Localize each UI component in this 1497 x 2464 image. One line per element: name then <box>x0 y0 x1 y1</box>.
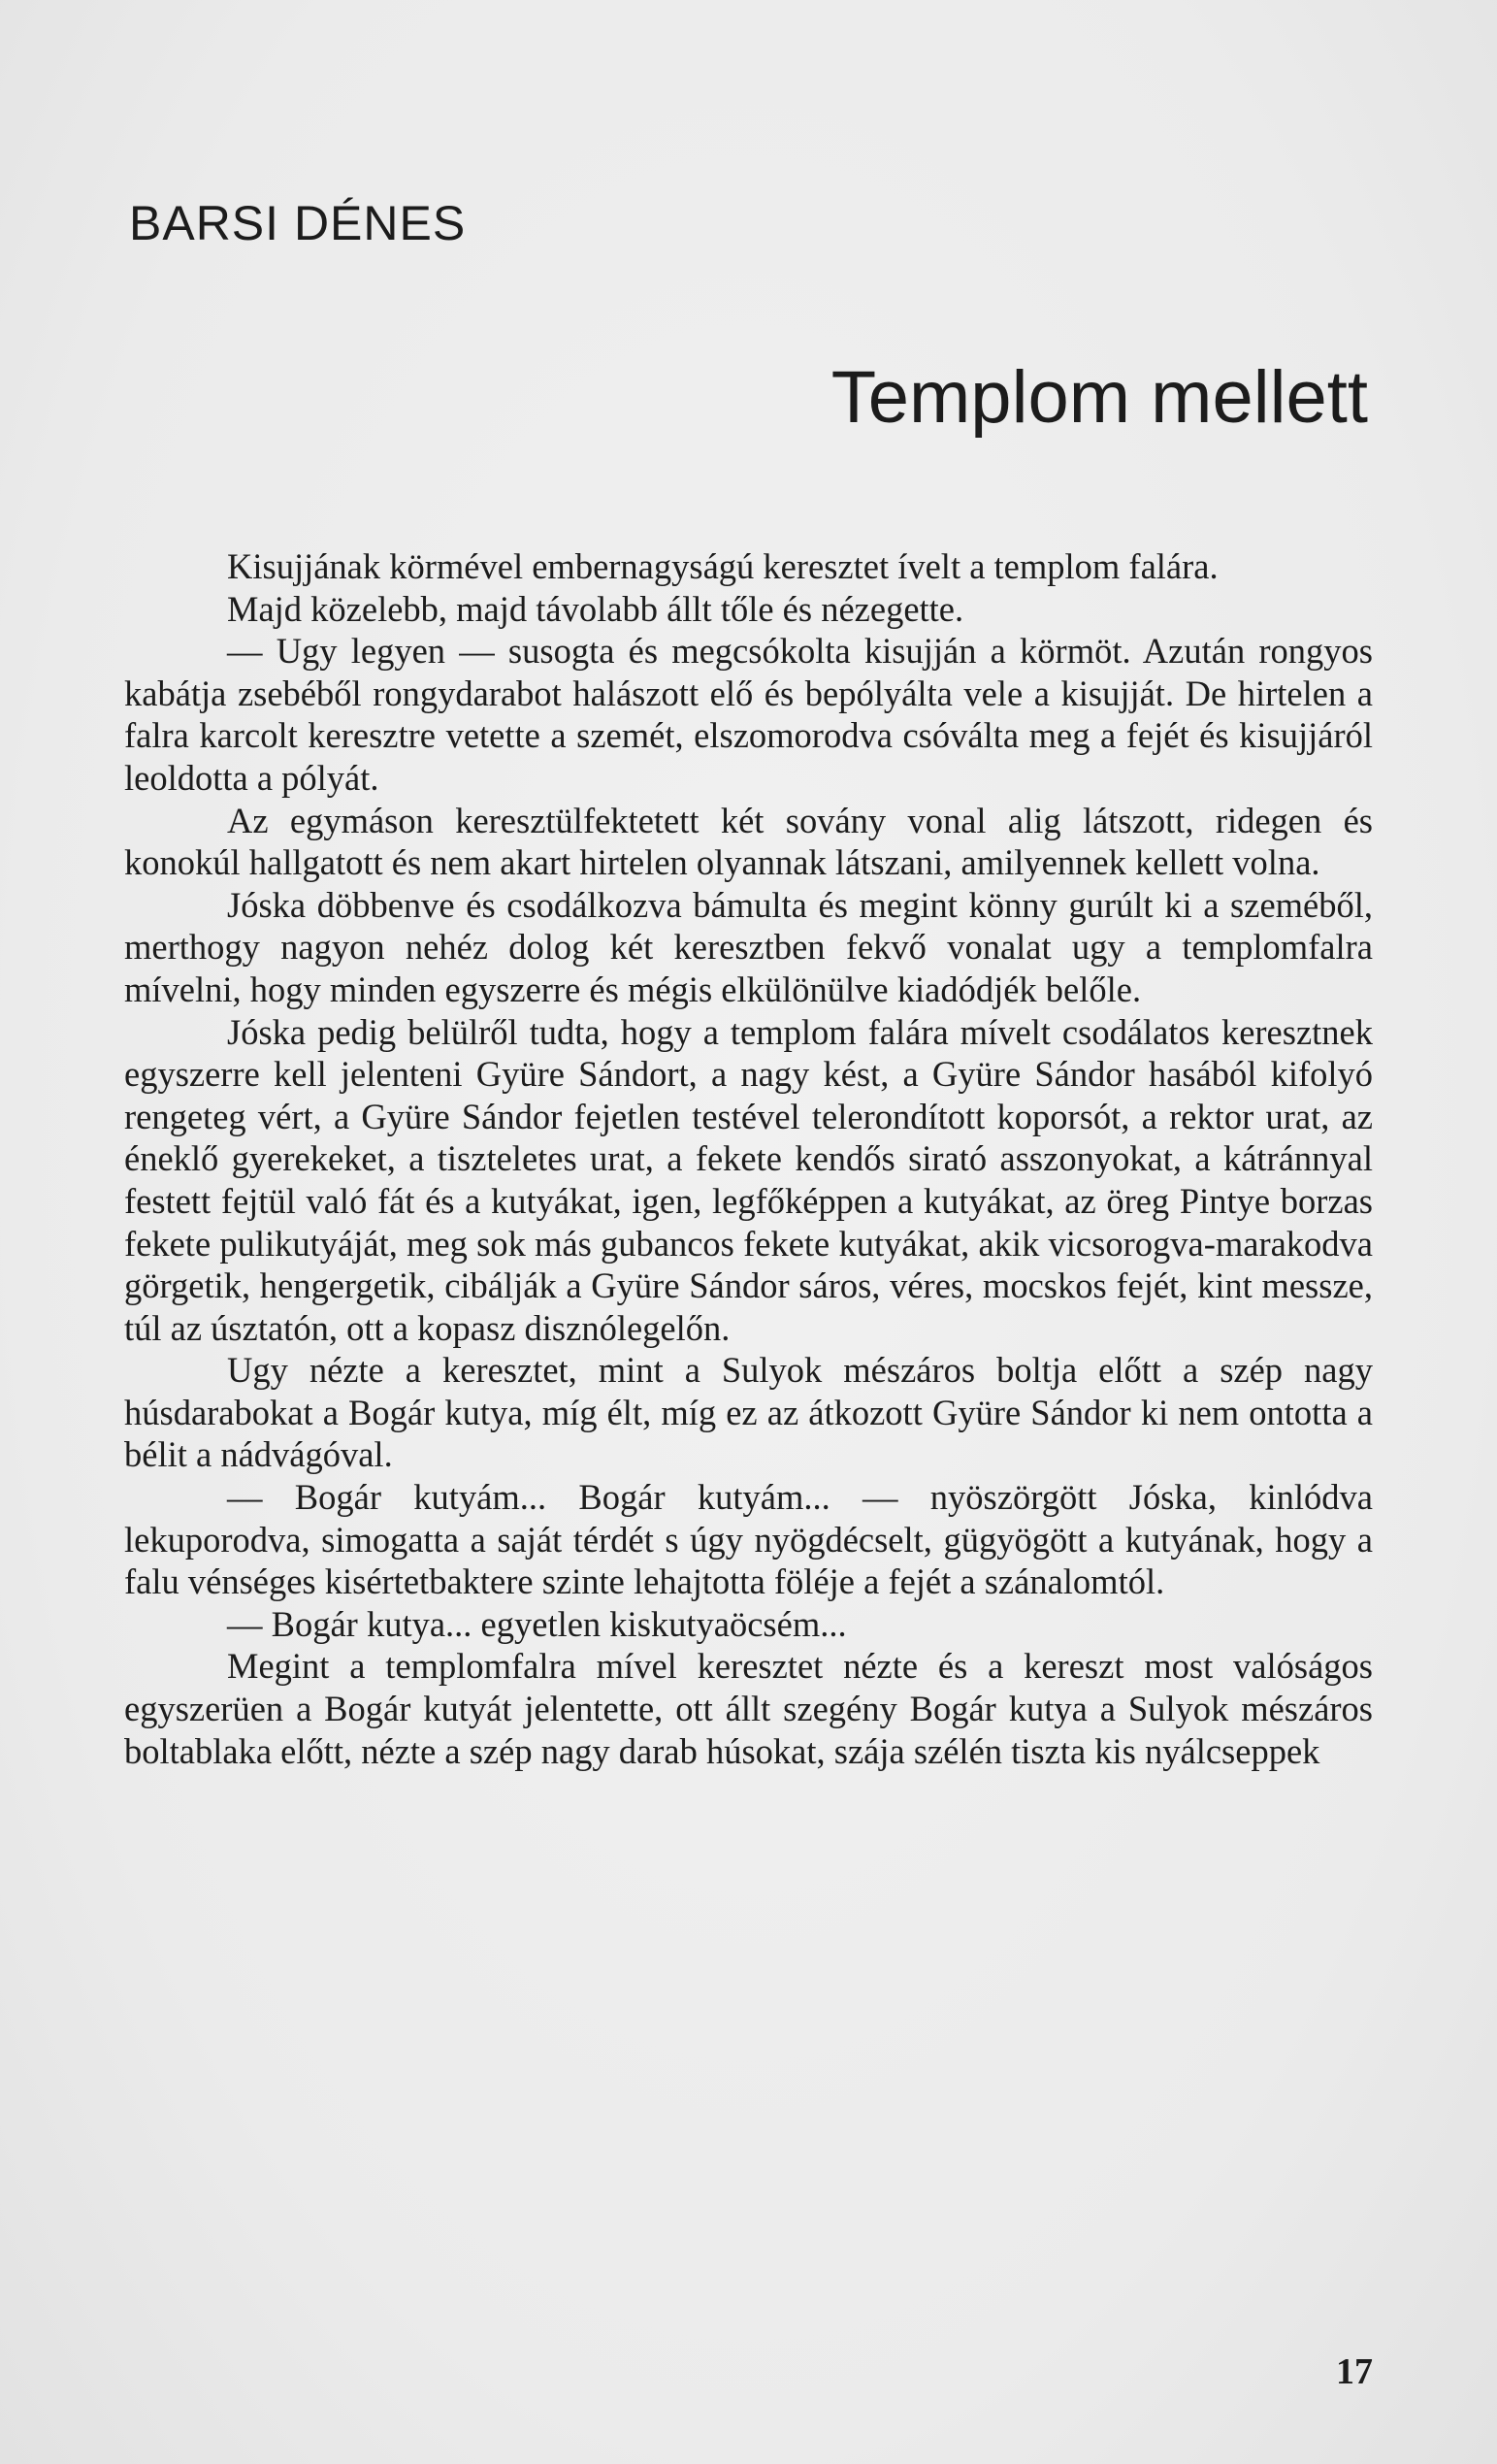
paragraph: — Bogár kutya... egyetlen kiskutyaöcsém... <box>227 1603 847 1644</box>
author-name: BARSI DÉNES <box>129 196 467 250</box>
page-number: 17 <box>1336 2351 1373 2392</box>
paragraph: — Ugy legyen — susogta és megcsókolta kisujján a körmöt. Azután rongyos kabátja zsebéből rongydarabot halászott elő és bepólyálta vele a kisujját. De hirtelen a falra karcolt keresztre vetette a szemét, elszomorodva csóválta meg a fejét és kisujjáról leoldotta a pólyát. <box>124 631 1373 798</box>
paragraph: Jóska döbbenve és csodálkozva bámulta és megint könny gurúlt ki a szeméből, merthogy nagyon nehéz dolog két keresztben fekvő vonalat ugy a templomfalra mívelni, hogy minden egyszerre és mégis elkülönülve kiadódjék belőle. <box>124 884 1373 1009</box>
story-body <box>124 545 1373 1772</box>
paragraph: Jóska pedig belülről tudta, hogy a templom falára mívelt csodálatos keresztnek egyszerre kell jelenteni Gyüre Sándort, a nagy kést, a Gyüre Sándor hasából kifolyó rengeteg vért, a Gyüre Sándor fejetlen testével telerondított koporsót, a rektor urat, az éneklő gyerekeket, a tiszteletes urat, a fekete kendős sirató asszonyokat, a kátránnyal festett fejtül való fát és a kutyákat, igen, legfőképpen a kutyákat, az öreg Pintye borzas fekete pulikutyáját, meg sok más gubancos fekete kutyákat, akik vicsorogva-marakodva görgetik, hengergetik, cibálják a Gyüre Sándor sáros, véres, mocskos fejét, kint messze, túl az úsztatón, ott a kopasz disznólegelőn. <box>124 1011 1373 1348</box>
paragraph: Megint a templomfalra mível keresztet nézte és a kereszt most valóságos egyszerüen a Bogár kutyát jelentette, ott állt szegény Bogár kutya a Sulyok mészáros boltablaka előtt, nézte a szép nagy darab húsokat, szája szélén tiszta kis nyálcseppek <box>124 1646 1373 1771</box>
paragraph: — Bogár kutyám... Bogár kutyám... — nyöszörgött Jóska, kinlódva lekuporodva, simogatta a saját térdét s úgy nyögdécselt, gügyögött a kutyának, hogy a falu vénséges kisértetbaktere szinte lehajtotta föléje a fejét a szánalomtól. <box>124 1477 1373 1602</box>
paragraph: Kisujjának körmével embernagyságú keresztet ívelt a templom falára. <box>227 546 1219 586</box>
paragraph: Majd közelebb, majd távolabb állt tőle és nézegette. <box>227 588 964 629</box>
paragraph: Az egymáson keresztülfektetett két sovány vonal alig látszott, ridegen és konokúl hallgatott és nem akart hirtelen olyannak látszani, amilyennek kellett volna. <box>124 800 1373 883</box>
story-title: Templom mellett <box>830 356 1368 439</box>
paragraph: Ugy nézte a keresztet, mint a Sulyok mészáros boltja előtt a szép nagy húsdarabokat a Bogár kutya, míg élt, míg ez az átkozott Gyüre Sándor ki nem ontotta a bélit a nádvágóval. <box>124 1350 1373 1475</box>
